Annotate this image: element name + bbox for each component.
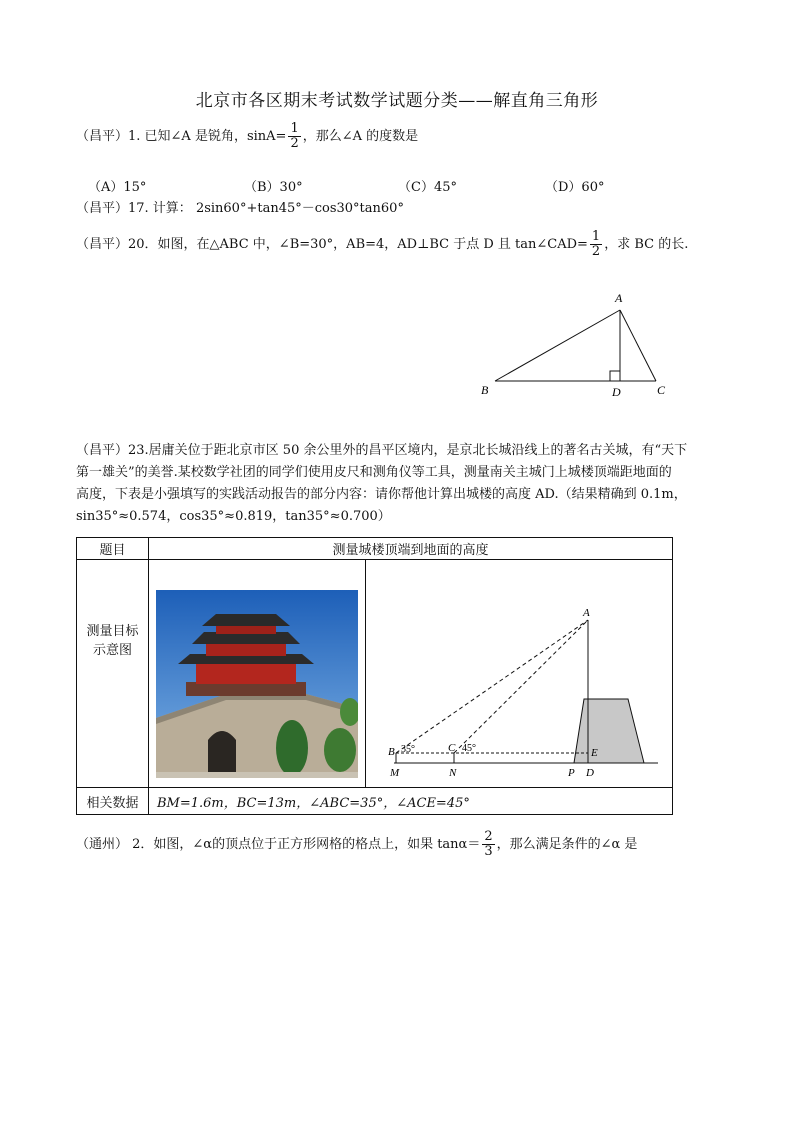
question-2-prefix: （通州） 2．如图，∠α的顶点位于正方形网格的格点上，如果 tanα＝ bbox=[76, 837, 481, 852]
report-table bbox=[76, 537, 673, 815]
diagram-label-d: D bbox=[586, 767, 594, 779]
question-2-tongzhou bbox=[76, 830, 637, 859]
table-data-label: 相关数据 bbox=[77, 788, 149, 815]
fraction-denominator: 2 bbox=[591, 244, 601, 259]
question-20-suffix: ，求 BC 的长. bbox=[604, 237, 689, 252]
table-header-right: 测量城楼顶端到地面的高度 bbox=[149, 538, 673, 560]
juyongguan-photo bbox=[156, 590, 358, 778]
measurement-diagram bbox=[366, 560, 672, 788]
question-2-fraction bbox=[482, 830, 494, 859]
question-1-suffix: ，那么∠A 的度数是 bbox=[302, 129, 419, 144]
question-1-fraction bbox=[288, 122, 300, 151]
diagram-cell bbox=[366, 560, 673, 788]
question-20-fraction bbox=[590, 230, 602, 259]
question-23-line-4: sin35°≈0.574，cos35°≈0.819，tan35°≈0.700） bbox=[76, 509, 391, 524]
triangle-diagram bbox=[470, 288, 680, 403]
question-23-line-3: 高度，下表是小强填写的实践活动报告的部分内容：请你帮他计算出城楼的高度 AD.（结果精确到 0.1m， bbox=[76, 487, 687, 502]
question-1 bbox=[76, 122, 418, 151]
label-c: C bbox=[657, 383, 666, 397]
question-20-prefix: （昌平）20．如图，在△ABC 中，∠B=30°，AB=4，AD⊥BC 于点 D 且 tan∠CAD= bbox=[76, 237, 588, 252]
diagram-label-c: C bbox=[448, 742, 456, 754]
fraction-numerator: 1 bbox=[290, 121, 299, 136]
question-23 bbox=[76, 440, 726, 528]
row-label-line-2: 示意图 bbox=[92, 643, 132, 658]
option-b: （B）30° bbox=[244, 180, 303, 195]
page-title: 北京市各区期末考试数学试题分类——解直角三角形 bbox=[195, 91, 599, 111]
table-header-left: 题目 bbox=[77, 538, 149, 560]
diagram-label-m: M bbox=[390, 767, 400, 779]
question-17: （昌平）17. 计算： 2sin60°+tan45°－cos30°tan60° bbox=[76, 201, 404, 216]
photo-cell bbox=[149, 560, 366, 788]
label-a: A bbox=[615, 291, 623, 305]
fraction-denominator: 2 bbox=[290, 136, 299, 151]
diagram-label-n: N bbox=[449, 767, 457, 779]
label-b: B bbox=[481, 383, 489, 397]
angle-35-label: 35° bbox=[401, 744, 415, 755]
option-d: （D）60° bbox=[545, 180, 605, 195]
question-23-line-2: 第一雄关”的美誉.某校数学社团的同学们使用皮尺和测角仪等工具，测量南关主城门上城楼顶端距地面的 bbox=[76, 465, 672, 480]
question-1-prefix: （昌平）1. 已知∠A 是锐角，sinA= bbox=[76, 129, 287, 144]
right-angle-mark bbox=[610, 371, 620, 381]
gate-building bbox=[574, 699, 644, 763]
angle-45-label: 45° bbox=[462, 743, 476, 754]
row-label-line-1: 测量目标 bbox=[86, 624, 139, 639]
label-d: D bbox=[612, 385, 621, 399]
option-c: （C）45° bbox=[398, 180, 457, 195]
option-a: （A）15° bbox=[88, 180, 147, 195]
table-row-label bbox=[77, 560, 149, 788]
fraction-numerator: 2 bbox=[484, 829, 493, 844]
question-2-suffix: ，那么满足条件的∠α 是 bbox=[496, 837, 638, 852]
diagram-label-b: B bbox=[388, 746, 395, 758]
diagram-label-a: A bbox=[583, 607, 590, 619]
question-20 bbox=[76, 230, 688, 259]
question-23-line-1: （昌平）23.居庸关位于距北京市区 50 余公里外的昌平区境内，是京北长城沿线上的著名古关城，有“天下 bbox=[76, 443, 688, 458]
fraction-denominator: 3 bbox=[484, 844, 493, 859]
diagram-label-e: E bbox=[591, 747, 598, 759]
diagram-label-p: P bbox=[568, 767, 575, 779]
fraction-numerator: 1 bbox=[591, 229, 601, 244]
table-data-values: BM=1.6m，BC=13m，∠ABC=35°，∠ACE=45° bbox=[149, 788, 673, 815]
